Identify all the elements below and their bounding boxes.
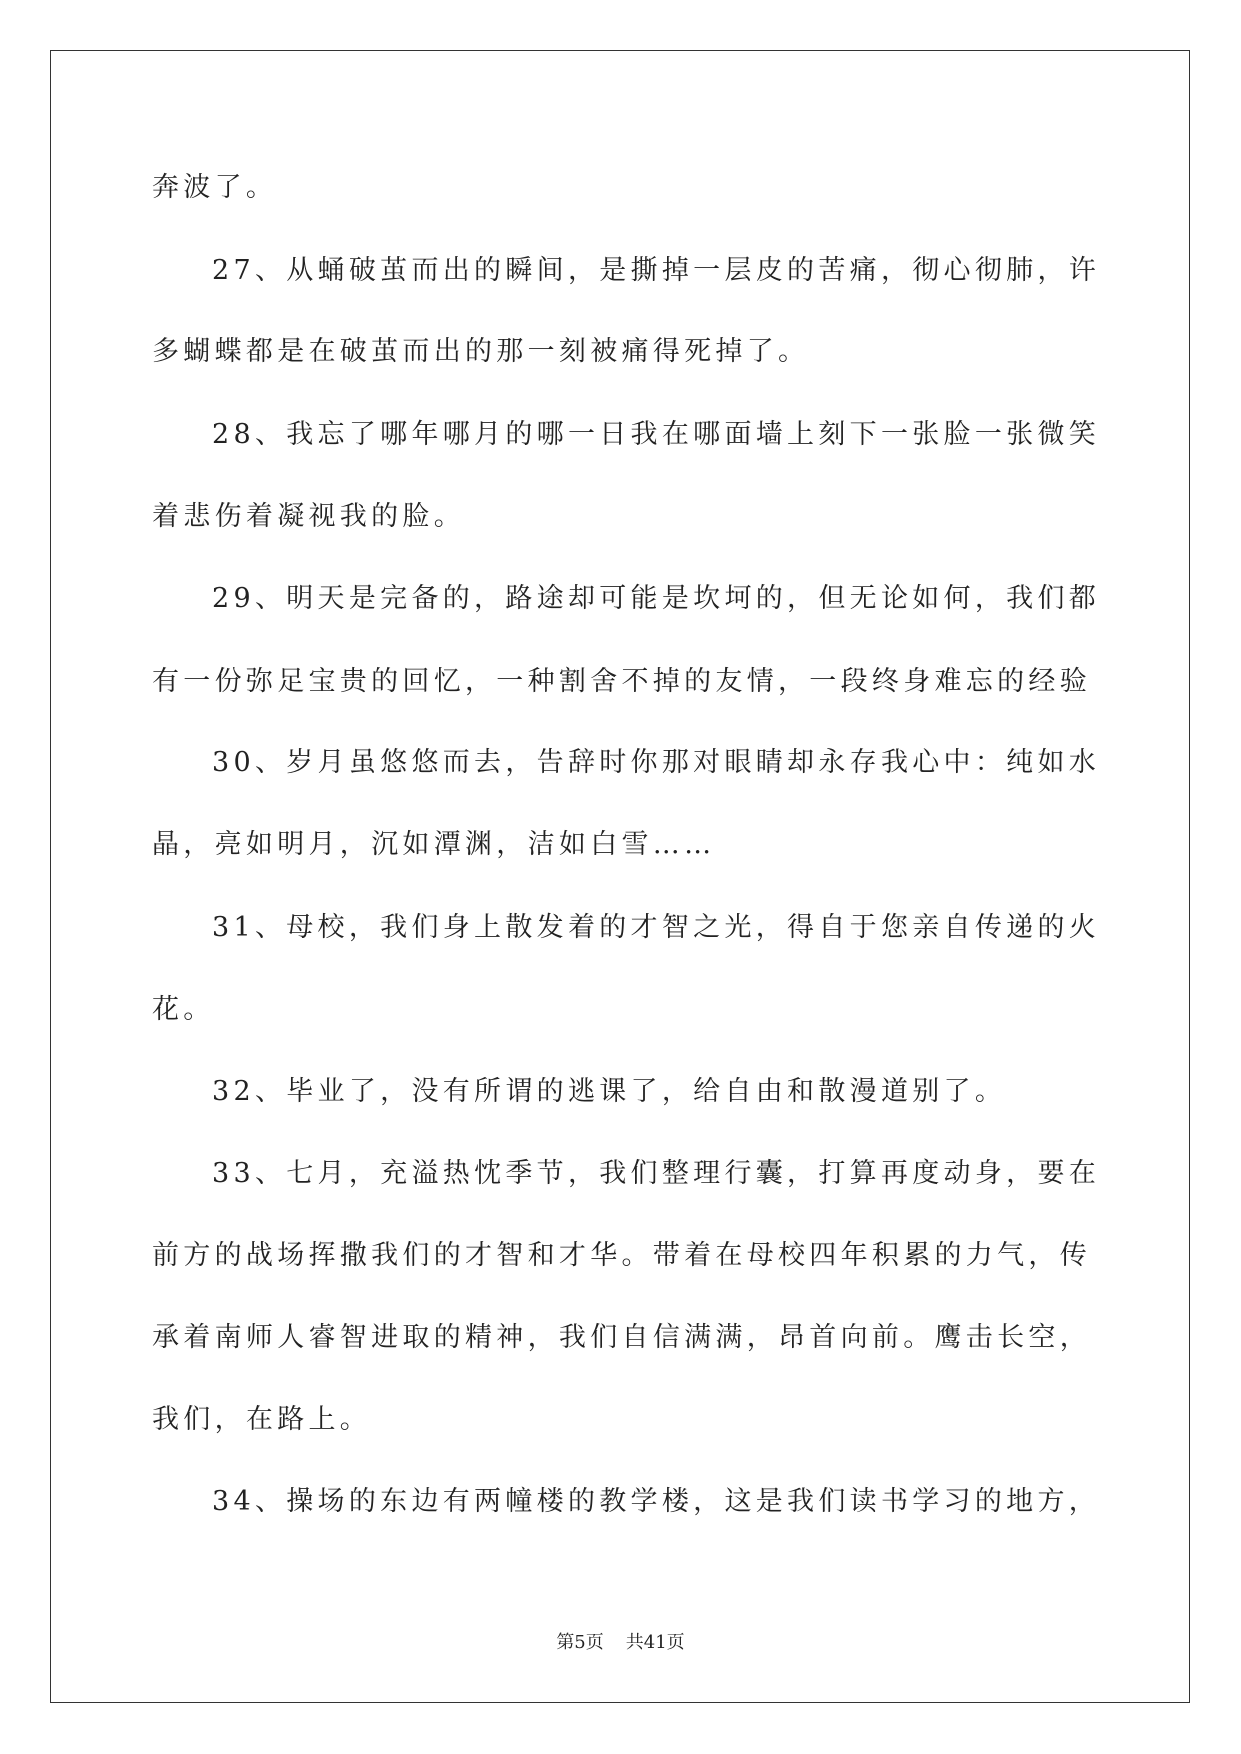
text-line-9: 晶，亮如明月，沉如潭渊，洁如白雪…… (152, 829, 716, 860)
text-line-4: 28、我忘了哪年哪月的哪一日我在哪面墙上刻下一张脸一张微笑 (212, 419, 1101, 450)
text-line-3: 多蝴蝶都是在破茧而出的那一刻被痛得死掉了。 (152, 336, 810, 367)
page-number: 第5页 (556, 1632, 604, 1653)
text-line-8: 30、岁月虽悠悠而去，告辞时你那对眼睛却永存我心中：纯如水 (212, 747, 1101, 778)
page-footer (0, 1628, 1241, 1654)
text-line-17: 34、操场的东边有两幢楼的教学楼，这是我们读书学习的地方， (212, 1486, 1101, 1517)
text-line-16: 我们，在路上。 (152, 1404, 372, 1435)
text-line-15: 承着南师人睿智进取的精神，我们自信满满，昂首向前。鹰击长空， (152, 1322, 1091, 1353)
text-line-2: 27、从蛹破茧而出的瞬间，是撕掉一层皮的苦痛，彻心彻肺，许 (212, 255, 1101, 286)
text-line-10: 31、母校，我们身上散发着的才智之光，得自于您亲自传递的火 (212, 912, 1101, 943)
text-line-6: 29、明天是完备的，路途却可能是坎坷的，但无论如何，我们都 (212, 583, 1101, 614)
text-line-14: 前方的战场挥撒我们的才智和才华。带着在母校四年积累的力气，传 (152, 1240, 1091, 1271)
text-line-5: 着悲伤着凝视我的脸。 (152, 501, 465, 532)
text-line-12: 32、毕业了，没有所谓的逃课了，给自由和散漫道别了。 (212, 1076, 1007, 1107)
text-line-7: 有一份弥足宝贵的回忆，一种割舍不掉的友情，一段终身难忘的经验 (152, 666, 1091, 697)
text-line-1: 奔波了。 (152, 172, 278, 203)
text-line-11: 花。 (152, 994, 215, 1025)
total-pages: 共41页 (625, 1632, 685, 1653)
text-line-13: 33、七月，充溢热忱季节，我们整理行囊，打算再度动身，要在 (212, 1158, 1101, 1189)
page-border (50, 50, 1190, 1703)
